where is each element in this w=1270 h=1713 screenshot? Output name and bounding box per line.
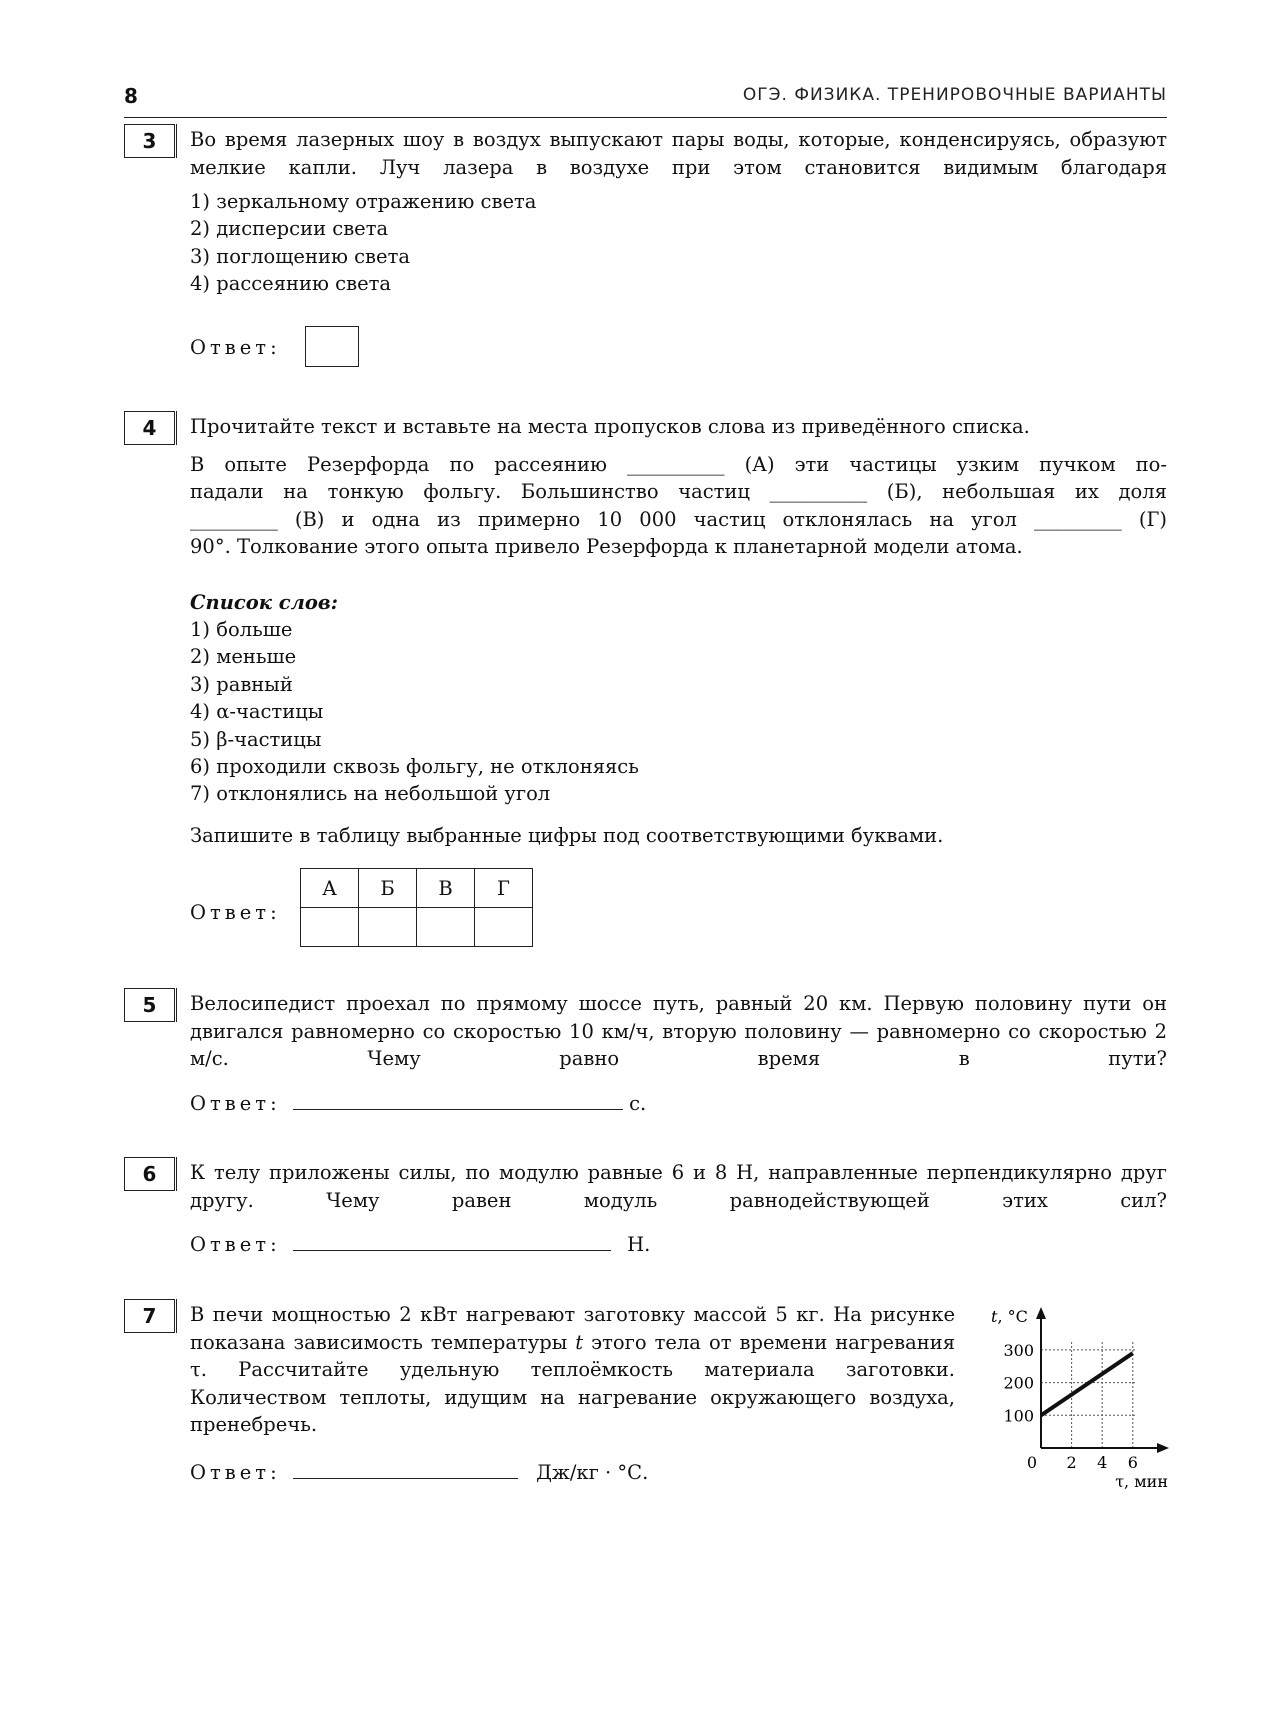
y-axis-label-unit: , °С	[997, 1307, 1028, 1326]
running-title: ОГЭ. ФИЗИКА. ТРЕНИРОВОЧНЫЕ ВАРИАНТЫ	[742, 85, 1167, 105]
task-7-text-b: этого тела от времени нагревания τ. Рассчитайте удельную теплоёмкость материала заготовки. Количеством теплоты, идущим на нагревание окружающего воздуха, пренебречь.	[190, 1330, 955, 1436]
task-5-unit: с.	[629, 1092, 647, 1115]
task-4-body-line-4: 90°. Толкование этого опыта привело Резерфорда к планетарной модели атома.	[190, 535, 1023, 558]
task-4-list-title: Список слов:	[190, 591, 338, 614]
x-tick-label-0: 0	[1026, 1453, 1038, 1472]
task-3-answer-label: Ответ:	[190, 336, 281, 359]
task-4-word-4: 4) α-частицы	[190, 700, 324, 723]
answer-cell-g[interactable]	[475, 908, 533, 947]
task-3-answer-box[interactable]	[305, 326, 359, 367]
y-tick-label-300: 300	[1003, 1340, 1034, 1360]
table-header-g: Г	[475, 869, 533, 908]
task-4-word-6: 6) проходили сквозь фольгу, не отклоняясь	[190, 755, 639, 778]
task-4-word-7: 7) отклонялись на небольшой угол	[190, 782, 551, 805]
task-6-answer-line[interactable]	[293, 1232, 611, 1251]
task-7-number: 7	[124, 1299, 175, 1333]
x-tick-label-2: 2	[1066, 1453, 1077, 1472]
task-7-var-t: t	[575, 1330, 584, 1354]
x-tick-label-4: 4	[1097, 1453, 1108, 1472]
task-7-answer-row	[190, 1459, 648, 1487]
chart-labels	[991, 1307, 1168, 1490]
task-4-number: 4	[124, 411, 175, 445]
task-5-number: 5	[124, 988, 175, 1022]
task-6-unit: Н.	[627, 1233, 651, 1256]
task-5-answer-row	[190, 1090, 646, 1118]
task-4-word-5: 5) β-частицы	[190, 728, 322, 751]
task-4-instruction: Запишите в таблицу выбранные цифры под соответствующими буквами.	[190, 824, 944, 847]
page-number: 8	[124, 84, 138, 108]
task-3-option-1: 1) зеркальному отражению света	[190, 190, 537, 213]
task-3-text: Во время лазерных шоу в воздух выпускают пары воды, которые, конденсируясь, образуют мелкие капли. Луч лазера в воздухе при этом становится видимым благодаря	[190, 128, 1167, 179]
chart-grid	[1041, 1340, 1136, 1448]
y-axis-label-var: t	[991, 1307, 998, 1326]
task-5-text: Велосипедист проехал по прямому шоссе путь, равный 20 км. Первую половину пути он двигался равномерно со скоростью 10 км/ч, вторую половину — равномерно со скоростью 2 м/с. Чему равно время в пути?	[190, 992, 1167, 1070]
header-divider	[124, 117, 1167, 118]
series-line-0	[1041, 1353, 1133, 1415]
answer-cell-b[interactable]	[359, 908, 417, 947]
task-4-word-3: 3) равный	[190, 673, 293, 696]
task-4-answer-table	[300, 868, 533, 947]
task-7-text-a: В печи мощностью 2 кВт нагревают заготовку массой 5 кг. На рисунке показана зависимость температуры	[190, 1303, 955, 1354]
task-6-number: 6	[124, 1157, 175, 1191]
task-7-unit: Дж/кг · °С.	[536, 1461, 649, 1484]
table-header-b: Б	[359, 869, 417, 908]
chart-series	[1041, 1353, 1133, 1415]
table-header-v: В	[417, 869, 475, 908]
task-4-answer-label: Ответ:	[190, 901, 281, 924]
y-tick-label-100: 100	[1003, 1406, 1034, 1426]
task-5-answer-label: Ответ:	[190, 1092, 281, 1115]
task-3-option-4: 4) рассеянию света	[190, 272, 392, 295]
task-5-answer-line[interactable]	[293, 1091, 623, 1110]
y-axis-arrow	[1036, 1307, 1046, 1319]
task-4-body-line-2: падали на тонкую фольгу. Большинство частиц __________ (Б), небольшая их доля	[190, 480, 1167, 503]
x-axis-arrow	[1157, 1443, 1169, 1453]
task-7-answer-label: Ответ:	[190, 1461, 281, 1484]
task-4-body-line-1: В опыте Резерфорда по рассеянию __________ (А) эти частицы узким пучком по-	[190, 453, 1167, 476]
task-3-option-3: 3) поглощению света	[190, 245, 410, 268]
x-axis-label: τ, мин	[1115, 1472, 1168, 1490]
task-7-answer-line[interactable]	[293, 1460, 518, 1479]
table-header-a: А	[301, 869, 359, 908]
task-6-text: К телу приложены силы, по модулю равные 6 и 8 Н, направленные перпендикулярно друг другу. Чему равен модуль равнодействующей этих сил?	[190, 1161, 1167, 1212]
task-7-text	[190, 1301, 955, 1439]
answer-cell-a[interactable]	[301, 908, 359, 947]
y-axis-label	[991, 1307, 1028, 1326]
answer-cell-v[interactable]	[417, 908, 475, 947]
task-4-body-line-3: _________ (В) и одна из примерно 10 000 частиц отклонялась на угол _________ (Г)	[190, 508, 1167, 531]
task-3-option-2: 2) дисперсии света	[190, 217, 389, 240]
task-3-number: 3	[124, 124, 175, 158]
task-6-answer-row	[190, 1231, 650, 1259]
task-4-word-1: 1) больше	[190, 618, 293, 641]
temperature-time-chart	[985, 1305, 1170, 1490]
task-4-intro: Прочитайте текст и вставьте на места пропусков слова из приведённого списка.	[190, 415, 1030, 438]
task-4-word-2: 2) меньше	[190, 645, 297, 668]
x-tick-label-6: 6	[1127, 1453, 1138, 1472]
y-tick-label-200: 200	[1003, 1373, 1034, 1393]
task-6-answer-label: Ответ:	[190, 1233, 281, 1256]
